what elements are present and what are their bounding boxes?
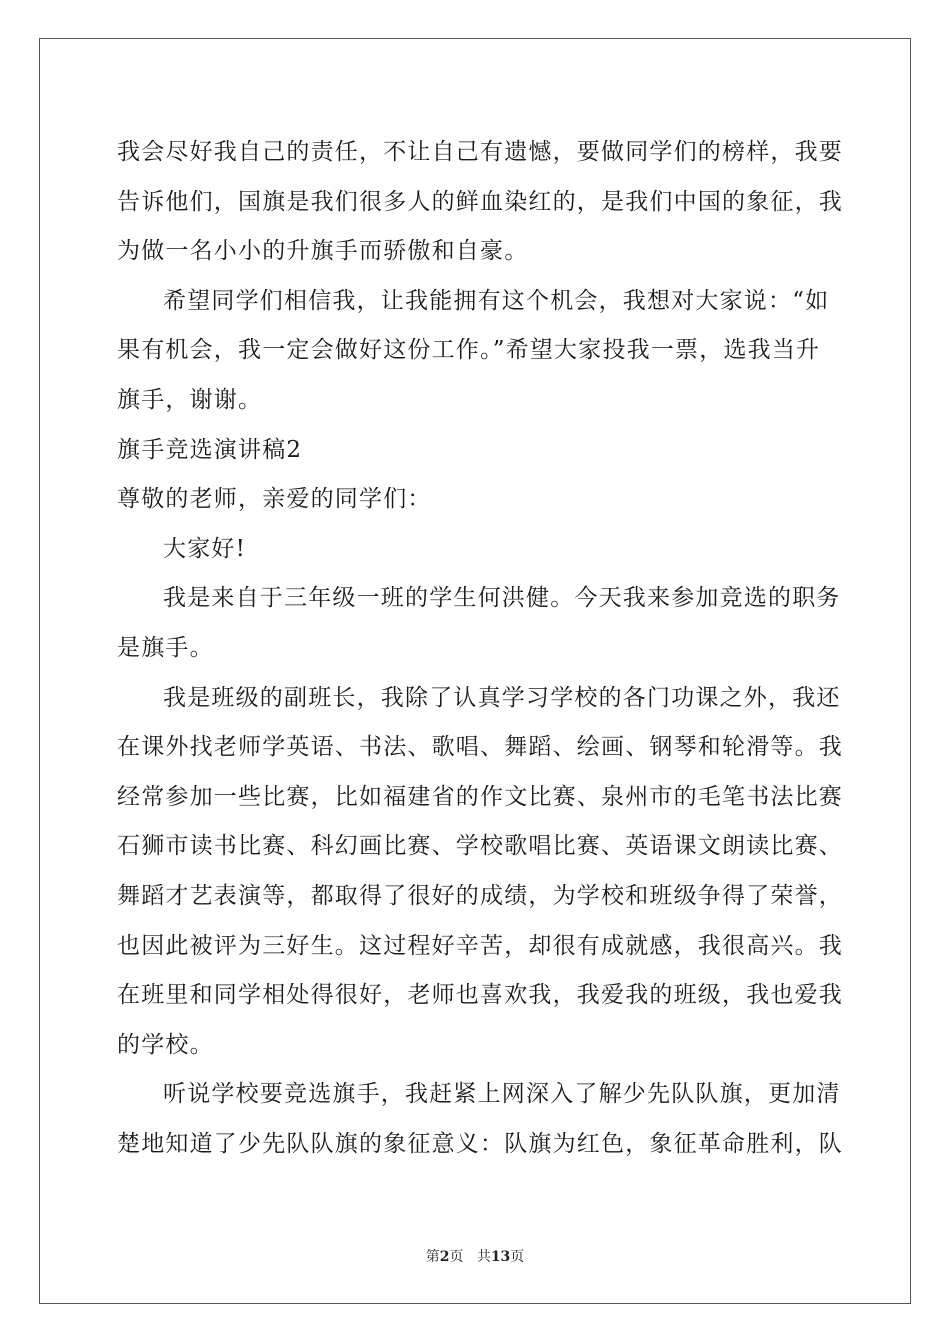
- document-body: [117, 128, 843, 1169]
- total-pages: 13: [490, 1249, 511, 1265]
- text-line: 在班里和同学相处得很好，老师也喜欢我，我爱我的班级，我也爱我: [117, 982, 843, 1009]
- text-line: 听说学校要竞选旗手，我赶紧上网深入了解少先队队旗，更加清: [163, 1081, 841, 1108]
- page-suffix: 页: [449, 1249, 464, 1265]
- text-line: 告诉他们，国旗是我们很多人的鲜血染红的，是我们中国的象征，我: [117, 188, 843, 215]
- greeting: 大家好!: [163, 535, 247, 562]
- text-line: 我会尽好我自己的责任，不让自己有遗憾，要做同学们的榜样，我要: [117, 139, 843, 165]
- text-line: 楚地知道了少先队队旗的象征意义：队旗为红色，象征革命胜利，队: [117, 1130, 843, 1157]
- text-line: 舞蹈才艺表演等，都取得了很好的成绩，为学校和班级争得了荣誉，: [117, 882, 843, 909]
- text-line: 石狮市读书比赛、科幻画比赛、学校歌唱比赛、英语课文朗读比赛、: [117, 833, 843, 860]
- text-line: 为做一名小小的升旗手而骄傲和自豪。: [117, 238, 529, 265]
- page-footer: [0, 1246, 950, 1266]
- text-line: 希望同学们相信我，让我能拥有这个机会，我想对大家说：“如: [163, 287, 830, 314]
- total-suffix: 页: [510, 1249, 525, 1265]
- text-line: 也因此被评为三好生。这过程好辛苦，却很有成就感，我很高兴。我: [117, 932, 843, 959]
- text-line: 经常参加一些比赛，比如福建省的作文比赛、泉州市的毛笔书法比赛: [117, 783, 843, 810]
- salutation: 尊敬的老师，亲爱的同学们：: [117, 486, 432, 513]
- total-prefix: 共: [476, 1249, 491, 1265]
- text-line: 旗手，谢谢。: [117, 386, 263, 413]
- text-line: 果有机会，我一定会做好这份工作。”希望大家投我一票，选我当升: [117, 337, 821, 364]
- text-line: 在课外找老师学英语、书法、歌唱、舞蹈、绘画、钢琴和轮滑等。我: [117, 734, 843, 761]
- text-line: 我是班级的副班长，我除了认真学习学校的各门功课之外，我还: [163, 684, 841, 711]
- page-number: 2: [439, 1249, 450, 1265]
- text-line: 是旗手。: [117, 634, 214, 661]
- text-line: 我是来自于三年级一班的学生何洪健。今天我来参加竞选的职务: [163, 585, 841, 612]
- text-line: 的学校。: [117, 1031, 214, 1058]
- page-prefix: 第: [425, 1249, 440, 1265]
- section-title: 旗手竞选演讲稿2: [117, 436, 303, 463]
